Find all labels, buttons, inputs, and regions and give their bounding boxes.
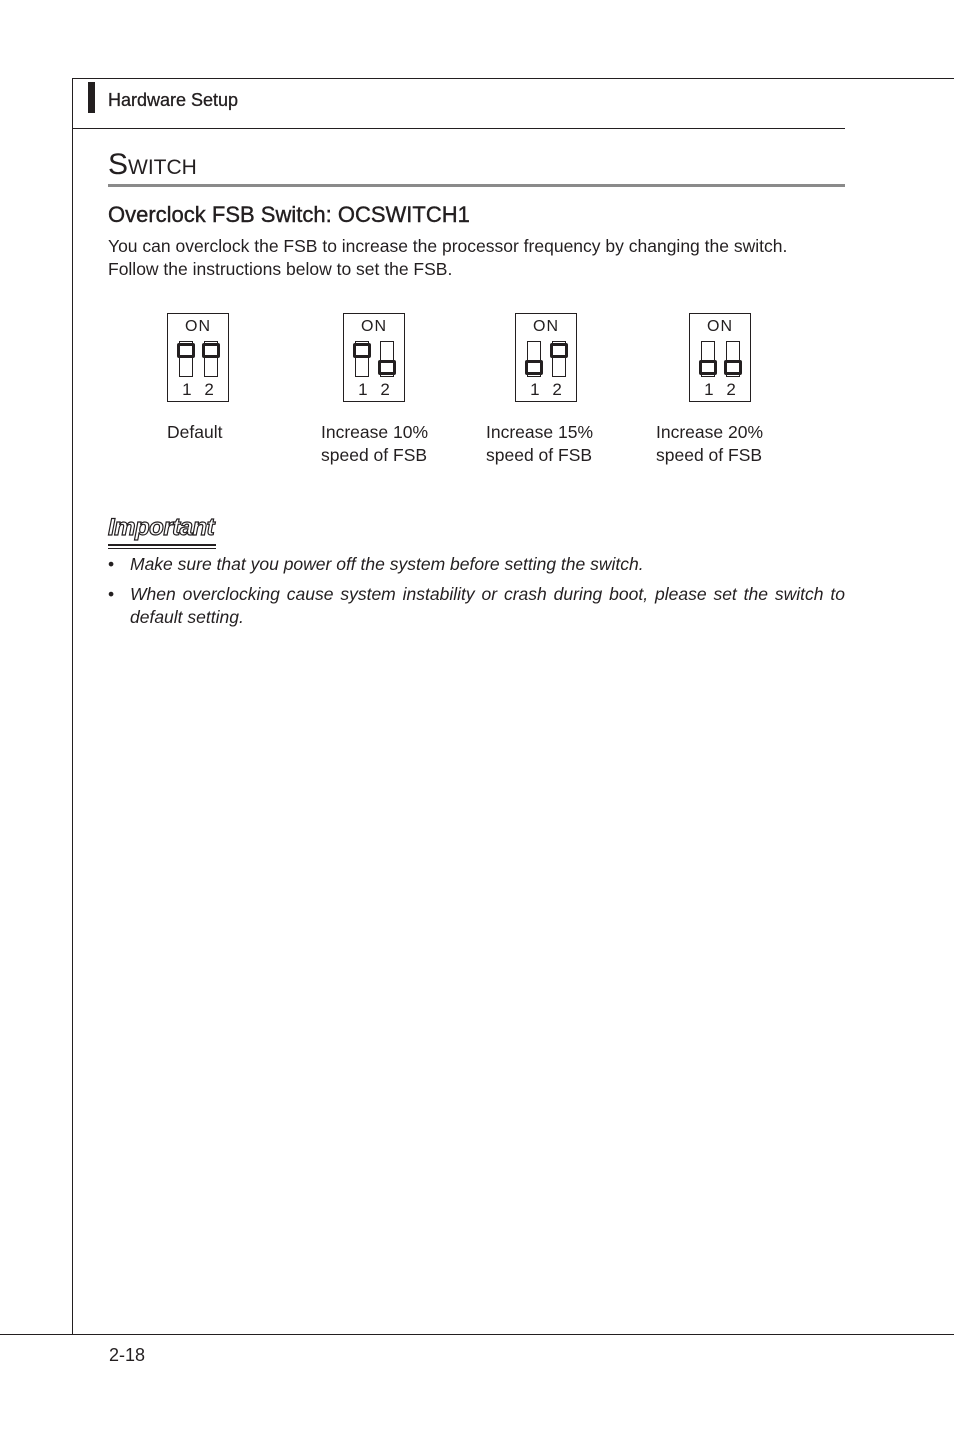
switch-caption-20pct (656, 421, 763, 467)
important-item (108, 553, 845, 576)
important-heading: Important (108, 514, 215, 541)
switch-on-label: ON (707, 318, 733, 335)
important-item (108, 583, 845, 629)
switch-knob-1 (525, 360, 543, 375)
frame-bottom-line (0, 1334, 954, 1335)
dip-switch-10pct (343, 313, 405, 402)
dip-switch-default (167, 313, 229, 402)
caption-line-1: Default (167, 422, 223, 442)
switch-slot-2 (726, 341, 740, 377)
caption-line-2: speed of FSB (321, 445, 428, 465)
switch-knob-1 (353, 343, 371, 358)
header-marker-bar (88, 82, 95, 113)
switch-slot-2 (204, 341, 218, 377)
switch-on-label: ON (361, 318, 387, 335)
header-rule (72, 128, 845, 129)
section-rule (108, 184, 845, 187)
switch-numbers: 1 2 (704, 380, 736, 399)
caption-line-2: speed of FSB (486, 445, 593, 465)
switch-numbers: 1 2 (182, 380, 214, 399)
caption-line-2: speed of FSB (656, 445, 763, 465)
section-title-initial: S (108, 148, 129, 181)
page-number: 2-18 (109, 1345, 146, 1365)
subsection-title: Overclock FSB Switch: OCSWITCH1 (108, 202, 470, 227)
caption-line-1: Increase 10% (321, 422, 429, 442)
switch-knob-2 (378, 360, 396, 375)
intro-paragraph (108, 235, 853, 281)
switch-numbers: 1 2 (358, 380, 390, 399)
switch-knob-1 (177, 343, 195, 358)
switch-on-label: ON (533, 318, 559, 335)
switch-slot-1 (355, 341, 369, 377)
bullet-icon: • (108, 554, 115, 574)
dip-switch-15pct (515, 313, 577, 402)
important-item-text: Make sure that you power off the system before setting the switch. (130, 554, 644, 574)
section-title (108, 150, 197, 180)
caption-line-1: Increase 15% (486, 422, 594, 442)
intro-line-2: Follow the instructions below to set the FSB. (108, 259, 453, 279)
section-title-rest: WITCH (128, 156, 197, 179)
frame-top-line (72, 78, 954, 79)
dip-switch-20pct (689, 313, 751, 402)
switch-knob-2 (724, 360, 742, 375)
caption-line-1: Increase 20% (656, 422, 764, 442)
switch-on-label: ON (185, 318, 211, 335)
switch-knob-2 (550, 343, 568, 358)
switch-knob-2 (202, 343, 220, 358)
important-underline-thin (108, 548, 216, 549)
intro-line-1: You can overclock the FSB to increase the processor frequency by changing the switch. (108, 236, 788, 256)
switch-slot-1 (527, 341, 541, 377)
switch-slot-2 (380, 341, 394, 377)
switch-caption-15pct (486, 421, 593, 467)
switch-slot-1 (179, 341, 193, 377)
running-header: Hardware Setup (108, 90, 239, 110)
switch-caption-default (167, 421, 222, 444)
switch-numbers: 1 2 (530, 380, 562, 399)
switch-caption-10pct (321, 421, 428, 467)
switch-slot-1 (701, 341, 715, 377)
frame-left-line (72, 78, 73, 1335)
switch-slot-2 (552, 341, 566, 377)
important-item-text: When overclocking cause system instability or crash during boot, please set the switch to default setting. (130, 584, 845, 627)
switch-knob-1 (699, 360, 717, 375)
important-underline (108, 544, 216, 546)
bullet-icon: • (108, 584, 115, 604)
